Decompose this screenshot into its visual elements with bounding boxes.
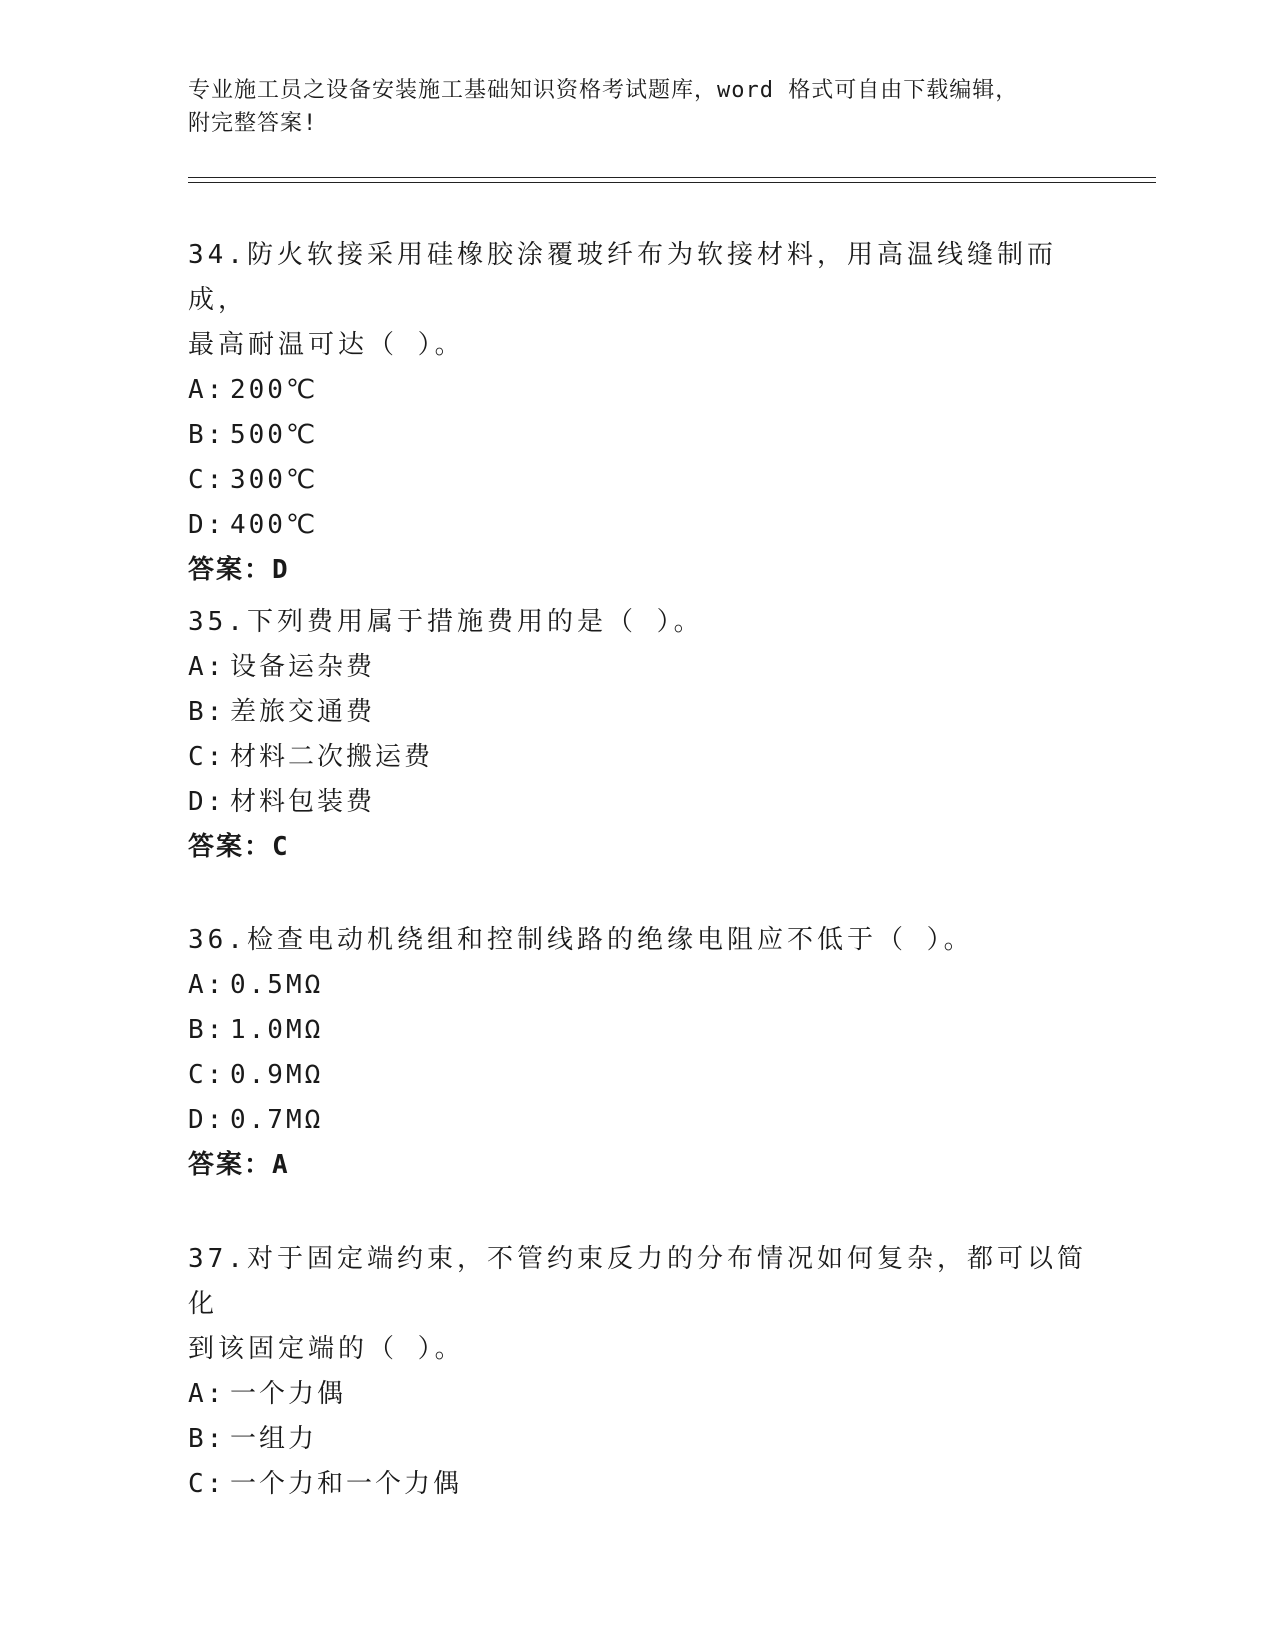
question-text bbox=[188, 233, 1088, 368]
document-header bbox=[188, 74, 1088, 140]
option-text: 设备运杂费 bbox=[230, 652, 376, 682]
question-34 bbox=[188, 233, 1088, 593]
option-a bbox=[188, 368, 1088, 413]
option-letter: A: bbox=[188, 970, 226, 1000]
option-letter: A: bbox=[188, 652, 226, 682]
option-text: 500℃ bbox=[230, 420, 319, 450]
question-text-line: 到该固定端的（ ）。 bbox=[188, 1334, 465, 1364]
option-c bbox=[188, 1053, 1088, 1098]
option-letter: B: bbox=[188, 420, 226, 450]
question-text-line: 35.下列费用属于措施费用的是（ ）。 bbox=[188, 607, 704, 637]
answer-label: 答案：C bbox=[188, 832, 290, 862]
question-37 bbox=[188, 1237, 1088, 1507]
option-text: 差旅交通费 bbox=[230, 697, 376, 727]
option-letter: B: bbox=[188, 1424, 226, 1454]
option-text: 一个力和一个力偶 bbox=[230, 1469, 463, 1499]
question-text-line: 34.防火软接采用硅橡胶涂覆玻纤布为软接材料，用高温线缝制而成， bbox=[188, 240, 1057, 315]
option-text: 300℃ bbox=[230, 465, 319, 495]
option-letter: A: bbox=[188, 1379, 226, 1409]
question-36 bbox=[188, 918, 1088, 1188]
option-letter: D: bbox=[188, 1105, 226, 1135]
option-text: 材料包装费 bbox=[230, 787, 376, 817]
question-text bbox=[188, 1237, 1088, 1372]
header-line-1: 专业施工员之设备安装施工基础知识资格考试题库，word 格式可自由下载编辑， bbox=[188, 78, 1019, 103]
question-text-line: 36.检查电动机绕组和控制线路的绝缘电阻应不低于（ ）。 bbox=[188, 925, 974, 955]
question-text bbox=[188, 918, 1088, 963]
answer-label: 答案：D bbox=[188, 555, 290, 585]
answer-label: 答案：A bbox=[188, 1150, 290, 1180]
option-letter: C: bbox=[188, 1469, 226, 1499]
option-a bbox=[188, 1372, 1088, 1417]
option-letter: B: bbox=[188, 697, 226, 727]
option-letter: C: bbox=[188, 1060, 226, 1090]
option-letter: C: bbox=[188, 465, 226, 495]
option-c bbox=[188, 458, 1088, 503]
option-letter: D: bbox=[188, 510, 226, 540]
option-text: 一个力偶 bbox=[230, 1379, 347, 1409]
option-c bbox=[188, 735, 1088, 780]
question-text bbox=[188, 600, 1088, 645]
option-d bbox=[188, 780, 1088, 825]
option-text: 0.9MΩ bbox=[230, 1060, 324, 1090]
option-d bbox=[188, 1098, 1088, 1143]
header-line-2: 附完整答案! bbox=[188, 111, 318, 136]
option-a bbox=[188, 645, 1088, 690]
option-text: 400℃ bbox=[230, 510, 319, 540]
option-b bbox=[188, 1008, 1088, 1053]
option-text: 0.7MΩ bbox=[230, 1105, 324, 1135]
option-letter: D: bbox=[188, 787, 226, 817]
question-35 bbox=[188, 600, 1088, 870]
question-text-line: 最高耐温可达（ ）。 bbox=[188, 330, 465, 360]
option-b bbox=[188, 1417, 1088, 1462]
option-letter: B: bbox=[188, 1015, 226, 1045]
option-d bbox=[188, 503, 1088, 548]
option-b bbox=[188, 413, 1088, 458]
header-divider-top bbox=[188, 177, 1156, 178]
option-c bbox=[188, 1462, 1088, 1507]
header-divider-bottom bbox=[188, 182, 1156, 183]
option-text: 一组力 bbox=[230, 1424, 318, 1454]
question-text-line: 37.对于固定端约束，不管约束反力的分布情况如何复杂，都可以简化 bbox=[188, 1244, 1087, 1319]
option-a bbox=[188, 963, 1088, 1008]
option-b bbox=[188, 690, 1088, 735]
option-letter: A: bbox=[188, 375, 226, 405]
option-letter: C: bbox=[188, 742, 226, 772]
option-text: 0.5MΩ bbox=[230, 970, 324, 1000]
option-text: 材料二次搬运费 bbox=[230, 742, 434, 772]
option-text: 1.0MΩ bbox=[230, 1015, 324, 1045]
option-text: 200℃ bbox=[230, 375, 319, 405]
